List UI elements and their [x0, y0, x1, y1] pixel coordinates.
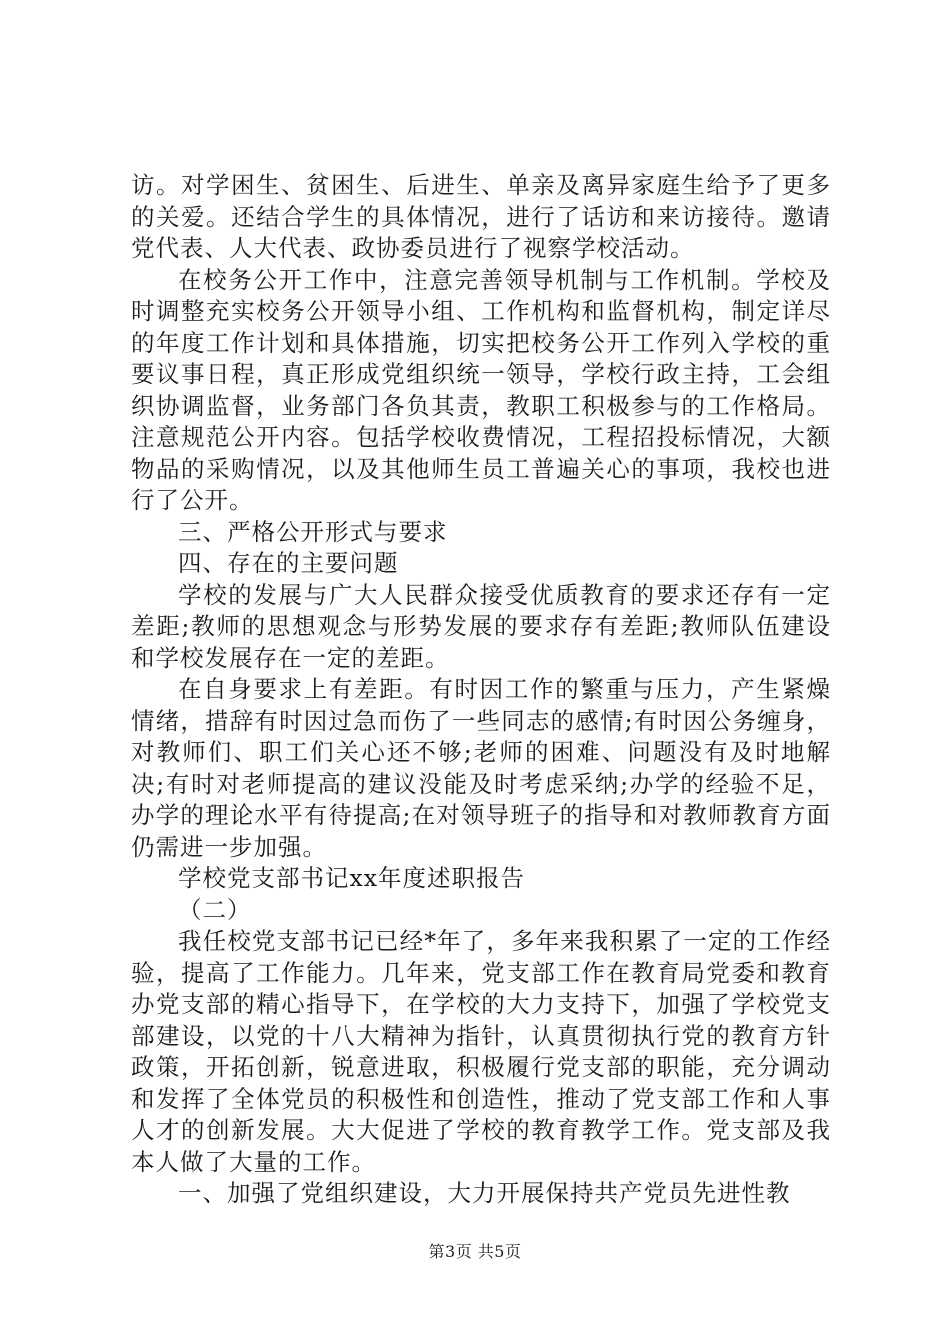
section-heading-3: 三、严格公开形式与要求: [178, 517, 448, 546]
report-title: 学校党支部书记xx年度述职报告: [178, 864, 526, 892]
paragraph-5: 学校的发展与广大人民群众接受优质教育的要求还存有一定差距;教师的思想观念与形势发展的要求存有差距;教师队伍建设和学校发展存在一定的差距。: [131, 580, 831, 672]
section-heading-4: 四、存在的主要问题: [178, 549, 399, 577]
paragraph-2: 在校务公开工作中，注意完善领导机制与工作机制。学校及时调整充实校务公开领导小组、工作机构和监督机构，制定详尽的年度工作计划和具体措施，切实把校务公开工作列入学校的重要议事日程，真正形成党组织统一领导，学校行政主持，工会组织协调监督，业务部门各负其责，教职工积极参与的工作格局。注意规范公开内容。包括学校收费情况，工程招投标情况，大额物品的采购情况，以及其他师生员工普遍关心的事项，我校也进行了公开。: [131, 265, 831, 514]
report-part-label: （二）: [178, 895, 252, 924]
page-footer: 第3页 共5页: [428, 1242, 522, 1261]
document-body: [131, 170, 831, 1210]
paragraph-1: 访。对学困生、贫困生、后进生、单亲及离异家庭生给予了更多的关爱。还结合学生的具体情况，进行了话访和来访接待。邀请党代表、人大代表、政协委员进行了视察学校活动。: [131, 171, 831, 262]
paragraph-6: 在自身要求上有差距。有时因工作的繁重与压力，产生紧燥情绪，措辞有时因过急而伤了一些同志的感情;有时因公务缠身，对教师们、职工们关心还不够;老师的困难、问题没有及时地解决;有时对老师提高的建议没能及时考虑采纳;办学的经验不足，办学的理论水平有待提高;在对领导班子的指导和对教师教育方面仍需进一步加强。: [131, 675, 831, 861]
section-heading-1: 一、加强了党组织建设，大力开展保持共产党员先进性教: [178, 1179, 791, 1207]
paragraph-9: 我任校党支部书记已经*年了，多年来我积累了一定的工作经验，提高了工作能力。几年来，党支部工作在教育局党委和教育办党支部的精心指导下，在学校的大力支持下，加强了学校党支部建设，以党的十八大精神为指针，认真贯彻执行党的教育方针政策，开拓创新，锐意进取，积极履行党支部的职能，充分调动和发挥了全体党员的积极性和创造性，推动了党支部工作和人事人才的创新发展。大大促进了学校的教育教学工作。党支部及我本人做了大量的工作。: [131, 927, 831, 1176]
